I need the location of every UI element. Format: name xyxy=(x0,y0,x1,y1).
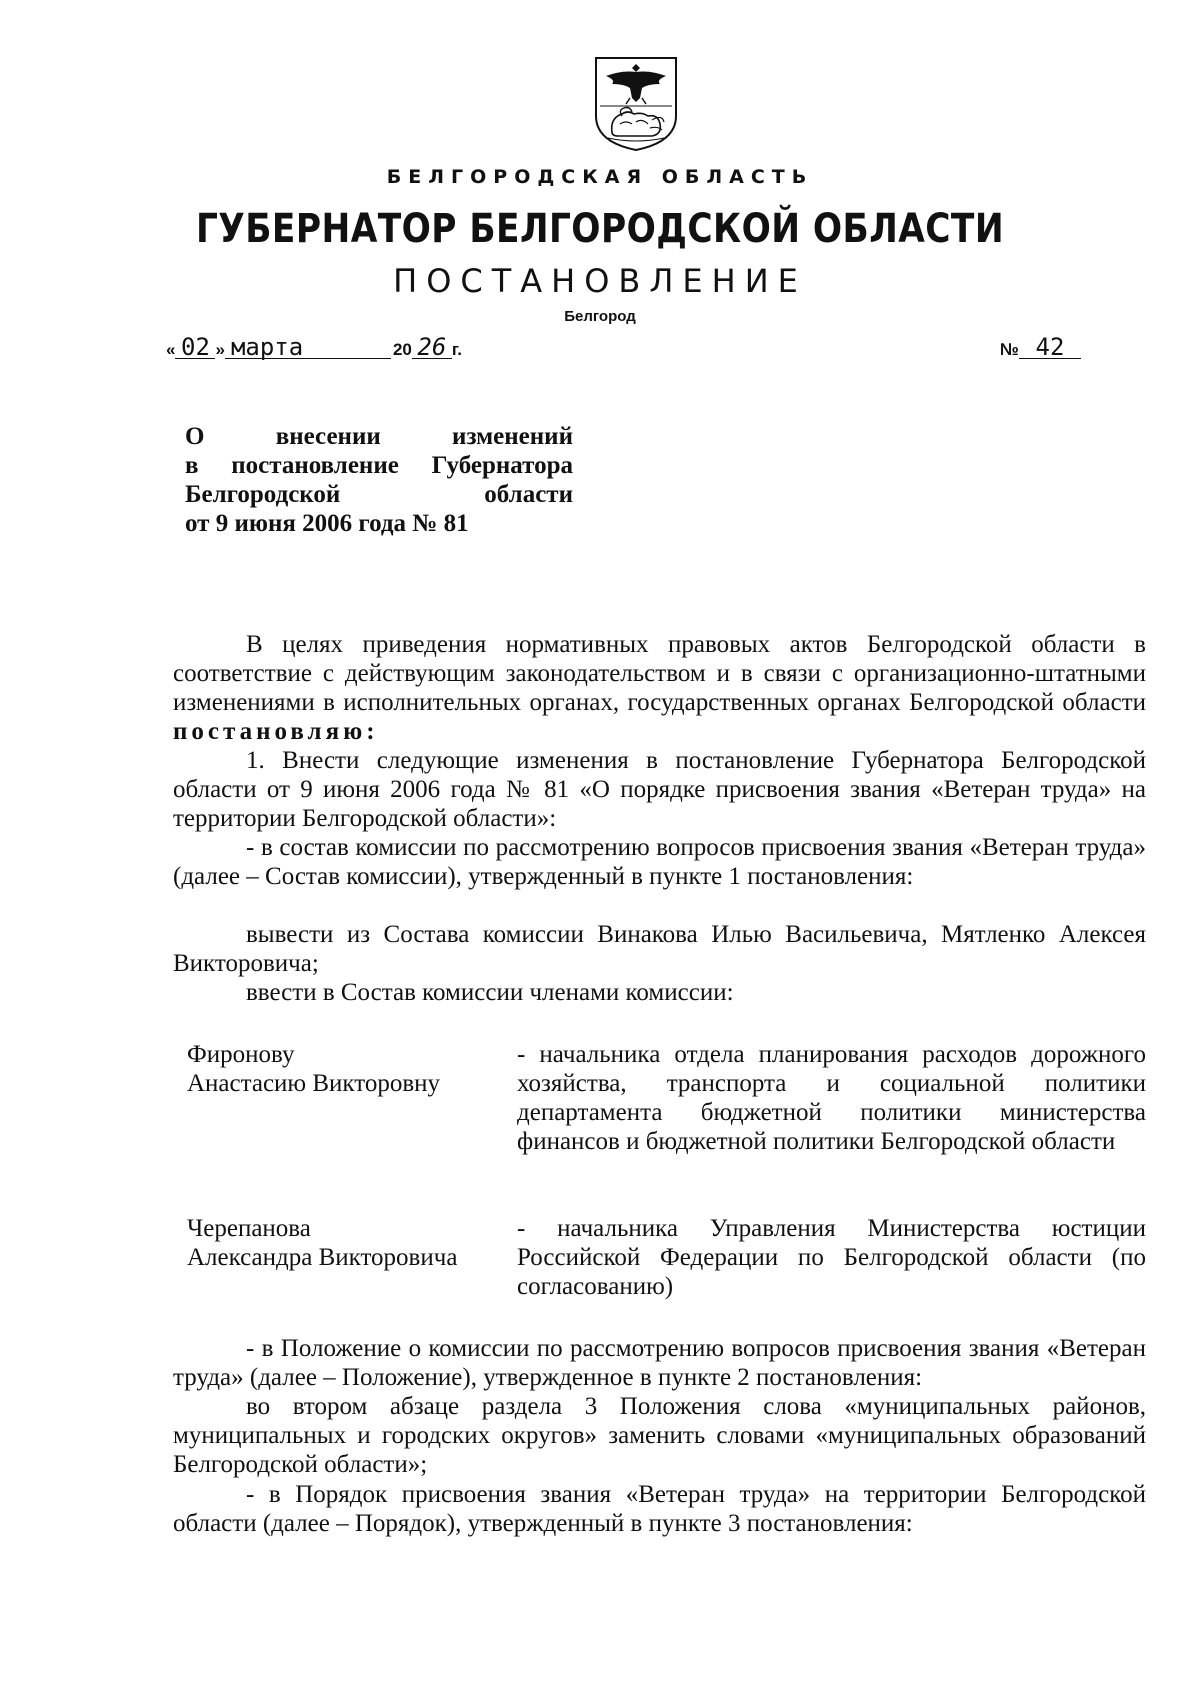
date-year-prefix: 20 xyxy=(392,340,412,359)
document-date xyxy=(166,333,462,361)
preamble-paragraph xyxy=(173,630,1146,746)
paragraph-4: ввести в Состав комиссии членами комиссии: xyxy=(246,979,734,1006)
member-name xyxy=(187,1214,507,1272)
decree-word: постановляю xyxy=(173,718,367,745)
member-name-line: Черепанова xyxy=(187,1215,311,1242)
paragraph-6: во втором абзаце раздела 3 Положения слова «муниципальных районов, муниципальных и городских округов» заменить словами «муниципальных образований Белгородской области»; xyxy=(173,1393,1146,1478)
date-day: 02 xyxy=(175,336,215,359)
subject-line: в постановление Губернатора xyxy=(185,452,573,479)
document-type: ПОСТАНОВЛЕНИЕ xyxy=(393,262,807,300)
date-month: марта xyxy=(225,336,391,359)
region-title: БЕЛГОРОДСКАЯ ОБЛАСТЬ xyxy=(386,166,814,188)
date-close-quote: » xyxy=(215,340,225,359)
member-position: - начальника отдела планирования расходов дорожного хозяйства, транспорта и социальной политики департамента бюджетной политики министерства финансов и бюджетной политики Белгородской области xyxy=(517,1041,1146,1155)
member-name xyxy=(187,1040,507,1098)
preamble-text: В целях приведения нормативных правовых актов Белгородской области в соответствие с действующим законодательством и в связи с организационно-штатными изменениями в исполнительных органах, государственных органах Белгородской области xyxy=(173,631,1146,716)
number-value: 42 xyxy=(1019,336,1081,359)
preamble-colon: : xyxy=(366,718,375,745)
number-label: № xyxy=(1000,340,1019,359)
paragraph-2: - в состав комиссии по рассмотрению вопросов присвоения звания «Ветеран труда» (далее – Состав комиссии), утвержденный в пункте 1 постановления: xyxy=(173,834,1146,890)
subject-line: О внесении изменений xyxy=(185,423,573,450)
member-position: - начальника Управления Министерства юстиции Российской Федерации по Белгородской области (по согласованию) xyxy=(517,1215,1146,1300)
date-open-quote: « xyxy=(166,340,176,359)
coat-of-arms-emblem xyxy=(592,54,680,152)
paragraph-3: вывести из Состава комиссии Винакова Илью Васильевича, Мятленко Алексея Викторовича; xyxy=(173,921,1146,977)
member-name-line: Фиронову xyxy=(187,1041,295,1068)
member-name-line: Александра Викторовича xyxy=(187,1244,458,1271)
governor-title: ГУБЕРНАТОР БЕЛГОРОДСКОЙ ОБЛАСТИ xyxy=(195,206,1005,252)
paragraph-5: - в Положение о комиссии по рассмотрению вопросов присвоения звания «Ветеран труда» (далее – Положение), утвержденное в пункте 2 постановления: xyxy=(173,1335,1146,1391)
member-name-line: Анастасию Викторовну xyxy=(187,1070,441,1097)
subject-line: Белгородской области xyxy=(185,481,573,508)
city-name: Белгород xyxy=(564,308,636,325)
document-number xyxy=(1000,333,1081,361)
document-subject xyxy=(185,422,573,538)
date-year-suffix: 26 xyxy=(412,336,452,359)
paragraph-1: 1. Внести следующие изменения в постановление Губернатора Белгородской области от 9 июня 2006 года № 81 «О порядке присвоения звания «Ветеран труда» на территории Белгородской области»: xyxy=(173,747,1146,832)
date-year-label: г. xyxy=(451,340,462,359)
subject-line: от 9 июня 2006 года № 81 xyxy=(185,510,469,537)
paragraph-7: - в Порядок присвоения звания «Ветеран труда» на территории Белгородской области (далее – Порядок), утвержденный в пункте 3 постановления: xyxy=(173,1481,1146,1537)
